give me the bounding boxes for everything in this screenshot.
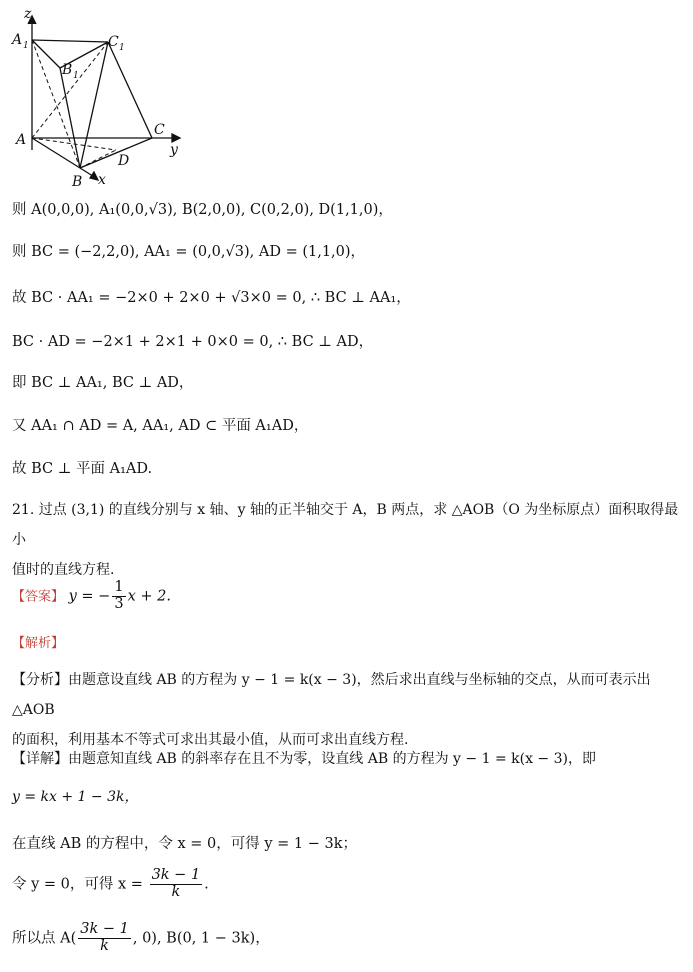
svg-text:1: 1 xyxy=(73,71,79,81)
xj-line-3: 在直线 AB 的方程中，令 x = 0，可得 y = 1 − 3k； xyxy=(12,836,357,852)
label-x: x xyxy=(98,172,106,188)
conclusion-line: 故 BC ⊥ 平面 A₁AD. xyxy=(12,461,153,477)
answer-line: 【答案】 y = − $\frac{1}{3}$ x + 2. xyxy=(12,579,171,612)
label-C1: C xyxy=(108,34,119,50)
label-A: A xyxy=(16,132,27,148)
dot-product-line-2: BC · AD = −2×1 + 2×1 + 0×0 = 0, ∴ BC ⊥ AD， xyxy=(12,334,374,350)
label-A1: A xyxy=(12,32,23,48)
svg-text:1: 1 xyxy=(119,43,125,53)
prism-figure xyxy=(0,0,200,190)
dot-product-line-1: 故 BC · AA₁ = −2×0 + 2×0 + √3×0 = 0, ∴ BC ⊥ AA₁， xyxy=(12,290,411,306)
xj-line-5: 所以点 A( $\frac{3k - 1}{k}$ , 0), B(0, 1 − 3k)， xyxy=(12,921,270,954)
problem-21: 21. 过点 (3,1) 的直线分别与 x 轴、y 轴的正半轴交于 A，B 两点，求 △AOB（O 为坐标原点）面积取得最小 值时的直线方程. xyxy=(12,502,679,578)
label-C: C xyxy=(154,122,165,138)
label-z: z xyxy=(24,6,32,22)
xj-line-4: 令 y = 0，可得 x = $\frac{3k - 1}{k}$ . xyxy=(12,867,209,900)
svg-text:1: 1 xyxy=(23,41,29,51)
perp-line: 即 BC ⊥ AA₁, BC ⊥ AD， xyxy=(12,375,194,391)
label-B: B xyxy=(72,174,83,190)
plane-line: 又 AA₁ ∩ AD = A, AA₁, AD ⊂ 平面 A₁AD， xyxy=(12,418,309,434)
label-y: y xyxy=(170,142,178,158)
coords-line: 则 A(0,0,0), A₁(0,0,√3), B(2,0,0), C(0,2,0), D(1,1,0)， xyxy=(12,202,393,218)
answer-tag: 【答案】 xyxy=(12,589,65,605)
xiangjie-paragraph: 【详解】由题意知直线 AB 的斜率存在且不为零，设直线 AB 的方程为 y − 1 = k(x − 3)，即 y = kx + 1 − 3k， xyxy=(12,751,596,805)
fenxi-paragraph: 【分析】由题意设直线 AB 的方程为 y − 1 = k(x − 3)，然后求出直线与坐标轴的交点，从而可表示出 △AOB 的面积，利用基本不等式可求出其最小值，从而可求出直线方程. xyxy=(12,672,651,748)
analysis-tag: 【解析】 xyxy=(12,636,65,651)
vectors-line: 则 BC = (−2,2,0), AA₁ = (0,0,√3), AD = (1,1,0)， xyxy=(12,244,366,260)
label-B1: B xyxy=(62,62,73,78)
label-D: D xyxy=(118,153,130,169)
